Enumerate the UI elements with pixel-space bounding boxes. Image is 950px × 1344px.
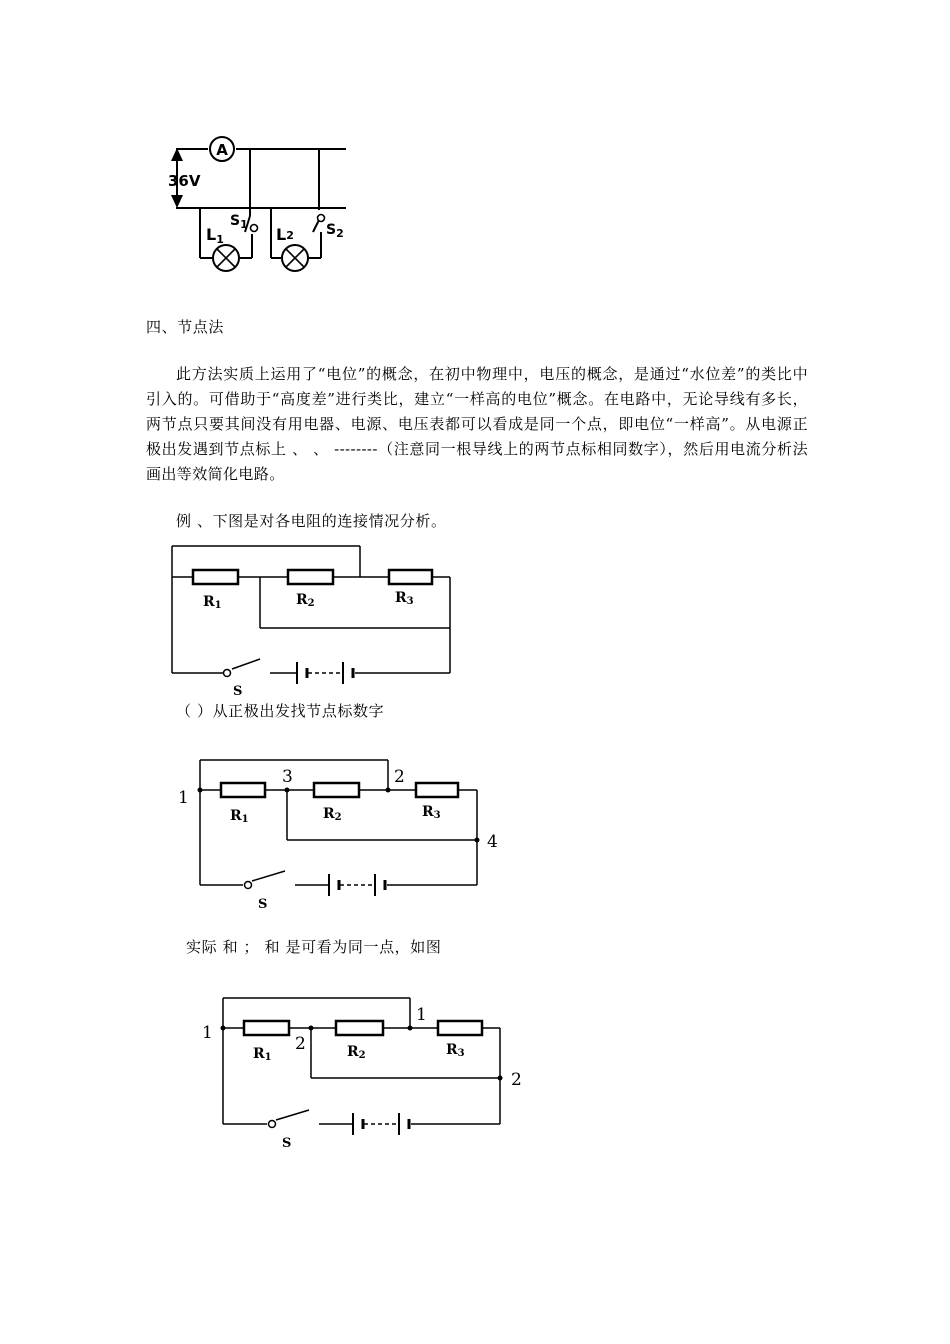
circuit-diagram-nodes: [170, 754, 510, 914]
switch-label: S: [282, 1136, 292, 1150]
node-label-1b: 1: [416, 1005, 427, 1025]
switch-2-label: $S_2$: [326, 222, 344, 240]
circuit-diagram-original: [160, 540, 460, 700]
circuit-diagram-lamps: [150, 128, 360, 283]
r1-label: R1: [203, 594, 222, 611]
switch-label: S: [233, 684, 243, 699]
ammeter-label: A: [216, 141, 228, 159]
r3-label: R3: [395, 590, 414, 607]
r2-label: R2: [347, 1044, 366, 1061]
circuit-diagram-equivalent: [195, 990, 535, 1150]
r1-label: R1: [230, 808, 249, 825]
resistor-r2: [288, 570, 333, 584]
node-label-2: 2: [394, 767, 405, 787]
resistor-r3: [389, 570, 432, 584]
section-heading: 四、节点法: [146, 318, 225, 336]
body-paragraph: 此方法实质上运用了“电位”的概念，在初中物理中，电压的概念，是通过“水位差”的类比中引入的。可借助于“高度差”进行类比，建立“一样高的电位”概念。在电路中，无论导线有多长，两节点只要其间没有用电器、电源、电压表都可以看成是同一个点，即电位“一样高”。从电源正极出发遇到节点标上 、 、 --------（注意同一根导线上的两节点标相同数字），然后用电流分析法画出等效简化电路。: [146, 365, 808, 483]
node-label-2: 2: [295, 1034, 306, 1054]
r2-label: R2: [296, 592, 315, 609]
r2-label: R2: [323, 806, 342, 823]
lamp-1-icon: [213, 245, 239, 271]
example-line: 例 、下图是对各电阻的连接情况分析。: [176, 512, 447, 530]
node-label-4: 4: [487, 832, 498, 852]
lamp-1-label: L1: [206, 225, 224, 246]
lamp-2-icon: [282, 245, 308, 271]
note-line: 实际 和 ； 和 是可看为同一点，如图: [186, 938, 442, 956]
r1-label: R1: [253, 1046, 272, 1063]
r3-label: R3: [422, 804, 441, 821]
voltage-label: 36V: [168, 172, 201, 190]
r3-label: R3: [446, 1042, 465, 1059]
node-label-3: 3: [282, 767, 293, 787]
lamp-2-label: L2: [276, 225, 294, 244]
node-label-1: 1: [202, 1023, 213, 1043]
switch-1-label: $S_1$: [230, 213, 248, 231]
switch-label: S: [258, 897, 268, 912]
node-label-1: 1: [178, 788, 189, 808]
resistor-r1: [193, 570, 238, 584]
node-label-2b: 2: [511, 1070, 522, 1090]
step-one-line: （ ）从正极出发找节点标数字: [176, 702, 385, 720]
